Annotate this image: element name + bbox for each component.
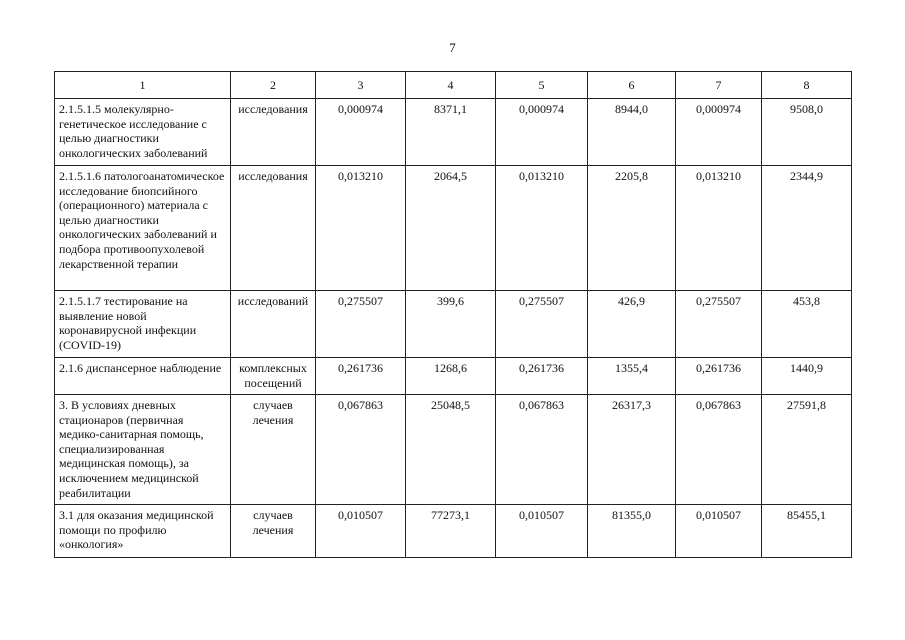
value-cell: 0,275507 (496, 291, 588, 358)
row-unit-cell: исследования (231, 99, 316, 166)
value-cell: 0,275507 (676, 291, 762, 358)
row-name-cell: 3.1 для оказания медицинской помощи по профилю «онкология» (55, 505, 231, 558)
value-cell: 0,000974 (496, 99, 588, 166)
value-cell: 27591,8 (762, 395, 852, 505)
value-cell: 0,010507 (316, 505, 406, 558)
value-cell: 2064,5 (406, 166, 496, 291)
table-row (55, 358, 852, 395)
header-cell: 5 (496, 72, 588, 99)
data-table (54, 71, 852, 558)
value-cell: 0,000974 (316, 99, 406, 166)
value-cell: 0,010507 (496, 505, 588, 558)
table-row (55, 505, 852, 558)
row-name-cell: 2.1.5.1.6 патологоанатомическое исследование биопсийного (операционного) материала с целью диагностики онкологических заболеваний и подбора противоопухолевой лекарственной терапии (55, 166, 231, 291)
value-cell: 1355,4 (588, 358, 676, 395)
value-cell: 8371,1 (406, 99, 496, 166)
value-cell: 81355,0 (588, 505, 676, 558)
table-row (55, 166, 852, 291)
value-cell: 26317,3 (588, 395, 676, 505)
value-cell: 0,261736 (316, 358, 406, 395)
value-cell: 453,8 (762, 291, 852, 358)
header-cell: 2 (231, 72, 316, 99)
header-cell: 4 (406, 72, 496, 99)
table-header-row (55, 72, 852, 99)
value-cell: 85455,1 (762, 505, 852, 558)
row-unit-cell: случаев лечения (231, 395, 316, 505)
value-cell: 2205,8 (588, 166, 676, 291)
value-cell: 9508,0 (762, 99, 852, 166)
value-cell: 1440,9 (762, 358, 852, 395)
row-name-cell: 3. В условиях дневных стационаров (первичная медико-санитарная помощь, специализированная медицинская помощь), за исключением медицинской реабилитации (55, 395, 231, 505)
value-cell: 426,9 (588, 291, 676, 358)
value-cell: 0,013210 (676, 166, 762, 291)
page-number: 7 (449, 40, 456, 55)
value-cell: 0,067863 (316, 395, 406, 505)
value-cell: 0,013210 (496, 166, 588, 291)
row-name-cell: 2.1.5.1.5 молекулярно-генетическое исследование с целью диагностики онкологических заболеваний (55, 99, 231, 166)
header-cell: 1 (55, 72, 231, 99)
table-row (55, 291, 852, 358)
value-cell: 8944,0 (588, 99, 676, 166)
row-name-cell: 2.1.6 диспансерное наблюдение (55, 358, 231, 395)
value-cell: 0,013210 (316, 166, 406, 291)
value-cell: 0,067863 (496, 395, 588, 505)
table-row (55, 99, 852, 166)
row-unit-cell: исследований (231, 291, 316, 358)
header-cell: 7 (676, 72, 762, 99)
table-row (55, 395, 852, 505)
value-cell: 0,261736 (496, 358, 588, 395)
row-name-cell: 2.1.5.1.7 тестирование на выявление новой коронавирусной инфекции (COVID-19) (55, 291, 231, 358)
value-cell: 0,067863 (676, 395, 762, 505)
value-cell: 399,6 (406, 291, 496, 358)
value-cell: 0,261736 (676, 358, 762, 395)
value-cell: 0,010507 (676, 505, 762, 558)
row-unit-cell: исследования (231, 166, 316, 291)
value-cell: 77273,1 (406, 505, 496, 558)
value-cell: 2344,9 (762, 166, 852, 291)
row-unit-cell: комплексных посещений (231, 358, 316, 395)
value-cell: 1268,6 (406, 358, 496, 395)
header-cell: 3 (316, 72, 406, 99)
value-cell: 0,275507 (316, 291, 406, 358)
value-cell: 0,000974 (676, 99, 762, 166)
header-cell: 8 (762, 72, 852, 99)
header-cell: 6 (588, 72, 676, 99)
row-unit-cell: случаев лечения (231, 505, 316, 558)
value-cell: 25048,5 (406, 395, 496, 505)
